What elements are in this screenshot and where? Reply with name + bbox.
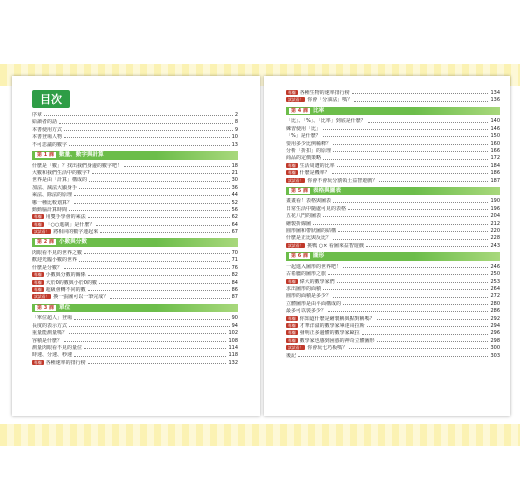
toc-entry[interactable] <box>32 352 238 359</box>
toc-entry-title: 後記 <box>286 352 297 359</box>
dot-leader <box>333 202 488 203</box>
toc-entry-title: 大數和我們生活中的數字? <box>32 169 90 176</box>
section-name: 數量、數字與計算 <box>58 151 104 158</box>
toc-entry-title: 試試看！ 你會玩七巧板嗎？ <box>288 345 348 352</box>
toc-entry[interactable] <box>32 222 238 229</box>
page-number: 90 <box>231 315 238 322</box>
toc-entry[interactable] <box>32 200 238 207</box>
entry-tag-badge: 專欄 <box>288 162 296 168</box>
page-number: 10 <box>231 134 238 141</box>
page-number: 118 <box>228 352 238 359</box>
toc-entry-title: 專欄 生活周遭的比率 <box>288 162 335 169</box>
entry-tag-badge: 專欄 <box>288 90 296 95</box>
toc-entry[interactable] <box>286 90 500 97</box>
section-header <box>286 252 500 261</box>
toc-entry-title: 試試看！ 挑戰 ○× 看圖來益智遊戲 <box>288 242 364 249</box>
entry-tag-badge: 專欄 <box>34 279 42 285</box>
page-number: 18 <box>231 162 238 169</box>
dot-leader <box>352 93 489 94</box>
toc-entry-title: 容積是什麼？ <box>32 337 63 344</box>
entry-tag-badge: 試試看！ <box>288 242 304 248</box>
toc-entry-title: 專欄 發明正多邊體的數學家歐拉 <box>288 330 360 337</box>
page-number: 246 <box>490 263 500 270</box>
toc-entry[interactable] <box>32 192 238 199</box>
toc-entry-title: 長度的表示方式 <box>32 322 68 329</box>
section-number: 第 1 課 <box>37 151 54 158</box>
dot-leader <box>377 319 489 320</box>
page-number: 186 <box>490 170 500 177</box>
toc-entry[interactable] <box>32 185 238 192</box>
toc-entry-title: 哪一種比較划算？ <box>32 199 73 206</box>
dot-leader <box>323 159 488 160</box>
toc-entry-title: 乘法、除法的原理 <box>32 192 73 199</box>
section-number: 第 6 課 <box>291 253 308 260</box>
toc-entry-title: 動動腦計算時間 <box>32 206 68 213</box>
toc-entry[interactable] <box>32 163 238 170</box>
toc-entry[interactable] <box>286 271 500 278</box>
toc-entry[interactable] <box>286 133 500 140</box>
dot-leader <box>348 209 488 210</box>
dot-leader <box>99 283 230 284</box>
toc-entry-title: 專欄 偉大的數學家們 <box>288 278 335 285</box>
page-number: 150 <box>490 133 500 140</box>
toc-entry[interactable] <box>32 323 238 330</box>
page-number: 114 <box>228 344 238 351</box>
right-column <box>286 90 500 360</box>
page-number: 204 <box>490 213 500 220</box>
page-number: 86 <box>231 287 238 293</box>
toc-entry-title: 最多可以裝多少？ <box>286 308 327 315</box>
toc-entry-title: 本書登場人物 <box>32 134 63 141</box>
toc-entry[interactable] <box>32 207 238 214</box>
toc-entry-title: 專欄 各種速率的排行榜 <box>34 359 86 366</box>
dot-leader <box>64 130 233 131</box>
page-number: 134 <box>490 90 500 96</box>
entry-tag-badge: 專欄 <box>288 330 296 336</box>
page-number: 243 <box>490 242 500 249</box>
dot-leader <box>59 123 233 124</box>
section-number: 第 3 課 <box>37 304 54 311</box>
toc-entry[interactable] <box>32 229 238 236</box>
dot-leader <box>84 348 226 349</box>
toc-entry-title: 序章 <box>32 112 43 118</box>
dot-leader <box>349 348 488 349</box>
toc-entry[interactable] <box>32 127 238 134</box>
toc-entry-title: 試試看！ 將相同的數字連起來 <box>34 229 99 236</box>
dot-leader <box>100 232 229 233</box>
bottom-decorative-band <box>0 424 520 446</box>
page-number: 172 <box>490 155 500 162</box>
page-number: 187 <box>490 177 500 184</box>
toc-entry-title: 加法、減法大顯身手 <box>32 184 78 191</box>
dot-leader <box>366 246 489 247</box>
toc-entry[interactable] <box>286 97 500 104</box>
toc-entry[interactable] <box>286 301 500 308</box>
toc-entry[interactable] <box>32 294 238 301</box>
toc-entry-title: 測量肉眼看不見的量位 <box>32 344 83 351</box>
page-number: 9 <box>234 126 238 133</box>
page-number: 140 <box>490 118 500 125</box>
entry-tag-badge: 專欄 <box>288 170 296 176</box>
entry-tag-badge: 專欄 <box>288 315 296 321</box>
page-number: 296 <box>490 330 500 337</box>
dot-leader <box>367 326 489 327</box>
dot-leader <box>74 319 230 320</box>
toc-entry-title: 要用多少比例稀釋？ <box>286 140 332 147</box>
dot-leader <box>69 333 226 334</box>
dot-leader <box>328 274 488 275</box>
toc-entry[interactable] <box>286 323 500 330</box>
dot-leader <box>44 115 233 116</box>
toc-entry[interactable] <box>286 155 500 162</box>
toc-entry[interactable] <box>286 243 500 250</box>
toc-entry[interactable] <box>32 330 238 337</box>
dot-leader <box>124 166 230 167</box>
page-number: 62 <box>231 214 238 221</box>
dot-leader <box>323 216 488 217</box>
dot-leader <box>92 173 230 174</box>
dot-leader <box>84 253 230 254</box>
section-name: 小數與分數 <box>58 239 87 246</box>
page-number: 300 <box>490 345 500 352</box>
section-name: 圖形 <box>312 253 325 260</box>
toc-entry[interactable] <box>32 119 238 126</box>
toc-entry[interactable] <box>286 228 500 235</box>
toc-entry-title: 專欄 「○○進制」是什麼？ <box>34 221 95 228</box>
dot-leader <box>64 341 226 342</box>
page-number: 36 <box>231 184 238 191</box>
left-sections <box>32 151 238 367</box>
page-number: 196 <box>490 205 500 212</box>
page-number: 184 <box>490 162 500 169</box>
dot-leader <box>323 136 489 137</box>
toc-entry[interactable] <box>286 118 500 125</box>
toc-entry-title: 專欄 用雙手學會的乘法 <box>34 214 86 221</box>
toc-entry[interactable] <box>286 308 500 315</box>
dot-leader <box>323 129 488 130</box>
dot-leader <box>354 101 488 102</box>
toc-entry-title: 繪製折線圖 <box>286 220 312 227</box>
section-header <box>32 304 238 313</box>
entry-tag-badge: 專欄 <box>288 337 296 343</box>
toc-entry[interactable] <box>32 112 238 119</box>
right-sections <box>286 107 500 353</box>
dot-leader <box>74 203 230 204</box>
toc-entry[interactable] <box>32 345 238 352</box>
toc-entry[interactable] <box>32 257 238 264</box>
toc-title: 目次 <box>32 90 70 108</box>
page-number: 146 <box>490 125 500 132</box>
page-number: 30 <box>231 177 238 184</box>
toc-entry[interactable] <box>286 338 500 345</box>
toc-entry-title: 什麼是「數」？找出我們身邊的數字吧！ <box>32 162 123 169</box>
toc-entry[interactable] <box>286 353 500 360</box>
dot-leader <box>333 239 488 240</box>
toc-entry-title: 專欄 才華洋溢的數學家畢達哥拉斯 <box>288 322 365 329</box>
dot-leader <box>343 304 488 305</box>
page-number: 76 <box>231 264 238 271</box>
toc-entry[interactable] <box>286 206 500 213</box>
page-number: 303 <box>490 352 500 359</box>
dot-leader <box>298 356 488 357</box>
page-number: 67 <box>231 229 238 236</box>
page-number: 52 <box>231 199 238 206</box>
entry-tag-badge: 試試看！ <box>288 97 304 103</box>
dot-leader <box>96 225 229 226</box>
page-number: 44 <box>231 192 238 199</box>
entry-tag-badge: 試試看！ <box>34 229 50 235</box>
section-header <box>32 151 238 160</box>
page-number: 160 <box>490 140 500 147</box>
dot-leader <box>69 210 230 211</box>
toc-entry[interactable] <box>286 330 500 337</box>
toc-entry-title: 給讀者的話 <box>32 119 58 126</box>
toc-entry[interactable] <box>286 170 500 177</box>
section-header <box>286 187 500 196</box>
toc-entry[interactable] <box>286 126 500 133</box>
dot-leader <box>64 268 230 269</box>
toc-entry-title: 分析「折扣」的原理 <box>286 147 332 154</box>
entry-tag-badge: 專欄 <box>34 287 42 292</box>
toc-entry[interactable] <box>286 213 500 220</box>
toc-entry-title: 本書使用方式 <box>32 126 63 133</box>
toc-entry-title: 「單位超人」登場 <box>32 315 73 322</box>
toc-entry[interactable] <box>32 360 238 367</box>
page-number: 64 <box>231 221 238 228</box>
page-number: 102 <box>228 330 238 337</box>
dot-leader <box>69 145 230 146</box>
page-number: 84 <box>231 279 238 286</box>
toc-entry[interactable] <box>32 214 238 221</box>
toc-entry[interactable] <box>32 338 238 345</box>
toc-entry-title: 試試看！ 換一張圖可以一筆完成？ <box>34 294 109 301</box>
page-number: 166 <box>490 147 500 154</box>
toc-entry[interactable] <box>286 293 500 300</box>
page-number: 253 <box>490 278 500 285</box>
page-number: 298 <box>490 337 500 344</box>
page-number: 71 <box>231 257 238 264</box>
toc-entry[interactable] <box>32 177 238 184</box>
page-number: 132 <box>228 359 238 366</box>
toc-entry-title: 世界是由「計算」構成的 <box>32 177 88 184</box>
toc-entry[interactable] <box>286 178 500 185</box>
dot-leader <box>88 217 230 218</box>
page-number: 272 <box>490 293 500 300</box>
toc-entry-title: 重量能測量嗎？ <box>32 330 68 337</box>
dot-leader <box>333 151 488 152</box>
dot-leader <box>74 356 226 357</box>
dot-leader <box>79 261 230 262</box>
toc-entry-title: 圓形的面積是多少？ <box>286 293 332 300</box>
page-number: 87 <box>231 294 238 301</box>
page-number: 94 <box>231 322 238 329</box>
entry-tag-badge: 專欄 <box>34 221 42 227</box>
section-number: 第 2 課 <box>37 239 54 246</box>
section-name: 單位 <box>58 304 71 311</box>
dot-leader <box>313 224 488 225</box>
dot-leader <box>333 144 488 145</box>
dot-leader <box>368 122 489 123</box>
entry-tag-badge: 專欄 <box>34 359 42 365</box>
dot-leader <box>88 290 230 291</box>
entry-tag-badge: 專欄 <box>34 272 42 278</box>
toc-entry-title: 歡迎光臨小數的世界 <box>32 257 78 264</box>
dot-leader <box>379 181 488 182</box>
toc-entry-title: 立體圖形是由平面構成的 <box>286 300 342 307</box>
dot-leader <box>89 181 230 182</box>
toc-entry[interactable] <box>32 287 238 294</box>
page-number: 264 <box>490 285 500 292</box>
entry-tag-badge: 專欄 <box>288 322 296 328</box>
toc-entry-title: 試試看！ 你會不會玩分割領土益智遊戲？ <box>288 177 378 184</box>
toc-entry-title: 求出圖形的面積 <box>286 285 322 292</box>
entry-tag-badge: 試試看！ <box>288 177 304 183</box>
toc-entry-title: 專欄 什麼是機率？ <box>288 170 330 177</box>
toc-entry[interactable] <box>32 134 238 141</box>
dot-leader <box>79 188 230 189</box>
toc-entry[interactable] <box>286 198 500 205</box>
toc-entry[interactable] <box>286 345 500 352</box>
page-number: 294 <box>490 322 500 329</box>
page-number: 82 <box>231 272 238 279</box>
toc-entry[interactable] <box>286 279 500 286</box>
page-number: 220 <box>490 228 500 235</box>
toc-entry-title: 畫畫看！表格與圖表 <box>286 198 332 205</box>
toc-entry[interactable] <box>286 163 500 170</box>
dot-leader <box>338 231 488 232</box>
page-number: 21 <box>231 169 238 176</box>
page-number: 108 <box>228 337 238 344</box>
toc-entry-title: 古希臘的圖形之旅 <box>286 271 327 278</box>
toc-entry[interactable] <box>286 141 500 148</box>
page-number: 70 <box>231 250 238 257</box>
page-number: 190 <box>490 198 500 205</box>
dot-leader <box>343 267 488 268</box>
section-name: 比率 <box>312 107 325 114</box>
toc-entry-title: 時速、分速、秒速 <box>32 352 73 359</box>
dot-leader <box>377 341 489 342</box>
toc-entry-title: 練習使用「比」 <box>286 125 322 132</box>
toc-entry[interactable] <box>286 148 500 155</box>
dot-leader <box>362 334 489 335</box>
toc-entry-title: 什麼是正比與反比？ <box>286 235 332 242</box>
toc-entry-title: 日常生活中隨處可見的表格 <box>286 205 347 212</box>
right-end-list <box>286 353 500 360</box>
toc-entry-title: 專欄 超級會轉不同的數 <box>34 287 86 293</box>
dot-leader <box>333 297 488 298</box>
section-name: 表格與圖表 <box>312 187 341 194</box>
toc-entry-title: 不可思議的數字 <box>32 141 68 148</box>
toc-entry-title: 一起進入圖形的世界吧！ <box>286 263 342 270</box>
section-number: 第 5 課 <box>291 187 308 194</box>
section-header <box>32 238 238 247</box>
dot-leader <box>337 166 489 167</box>
toc-entry[interactable] <box>286 316 500 323</box>
page-number: 8 <box>234 119 238 126</box>
toc-entry-title: 「%」是什麼？ <box>286 133 321 140</box>
dot-leader <box>88 363 227 364</box>
toc-entry[interactable] <box>32 142 238 149</box>
toc-entry[interactable] <box>32 315 238 322</box>
dot-leader <box>88 275 230 276</box>
page-number: 2 <box>234 112 238 118</box>
dot-leader <box>328 311 488 312</box>
toc-entry-title: 商品的定價策略 <box>286 155 322 162</box>
toc-entry[interactable] <box>32 272 238 279</box>
intro-list <box>32 112 238 149</box>
page-number: 228 <box>490 235 500 242</box>
toc-entry[interactable] <box>32 265 238 272</box>
toc-entry-title: 專欄 大於0的數與小於0的數 <box>34 279 97 286</box>
dot-leader <box>337 282 489 283</box>
section-header <box>286 107 500 116</box>
toc-entry-title: 什麼是分數？ <box>32 264 63 271</box>
toc-entry-title: 專欄 數學家也感到困惑的神奇立體圖形 <box>288 337 375 344</box>
dot-leader <box>64 137 230 138</box>
toc-entry[interactable] <box>32 170 238 177</box>
toc-entry-title: 圓形圖和帶狀圖的結構 <box>286 228 337 235</box>
dot-leader <box>69 326 230 327</box>
entry-tag-badge: 試試看！ <box>288 345 304 351</box>
toc-entry-title: 「比」、「%」、「比率」到底是什麼？ <box>286 118 366 125</box>
toc-entry[interactable] <box>286 221 500 228</box>
page-number: 56 <box>231 206 238 213</box>
dot-leader <box>323 289 488 290</box>
section-number: 第 4 課 <box>291 107 308 114</box>
page-number: 250 <box>490 271 500 278</box>
page-number: 280 <box>490 300 500 307</box>
page-number: 136 <box>490 97 500 104</box>
dot-leader <box>110 298 229 299</box>
toc-entry[interactable] <box>32 250 238 257</box>
dot-leader <box>74 195 230 196</box>
left-column <box>32 88 238 367</box>
toc-entry[interactable] <box>32 280 238 287</box>
entry-tag-badge: 試試看！ <box>34 294 50 300</box>
dot-leader <box>332 173 489 174</box>
toc-entry-title: 試試看！ 你會「分油法」嗎？ <box>288 97 353 104</box>
toc-entry-title: 專欄 你知道什麼是繪製稱與點對稱嗎？ <box>288 315 375 322</box>
entry-tag-badge: 專欄 <box>34 214 42 220</box>
right-top-list <box>286 90 500 105</box>
toc-entry[interactable] <box>286 286 500 293</box>
page-number: 286 <box>490 308 500 315</box>
toc-entry-title: 專欄 各種生物的速率排行榜 <box>288 90 350 96</box>
entry-tag-badge: 專欄 <box>288 278 296 284</box>
page-number: 212 <box>490 220 500 227</box>
toc-entry-title: 專欄 小數與分數的關係 <box>34 272 86 279</box>
toc-entry[interactable] <box>286 264 500 271</box>
page-number: 292 <box>490 315 500 322</box>
toc-entry-title: 五花八門的圖表 <box>286 213 322 220</box>
page-number: 13 <box>231 141 238 148</box>
toc-entry-title: 肉眼看不見的世界之數 <box>32 250 83 257</box>
toc-entry[interactable] <box>286 235 500 242</box>
